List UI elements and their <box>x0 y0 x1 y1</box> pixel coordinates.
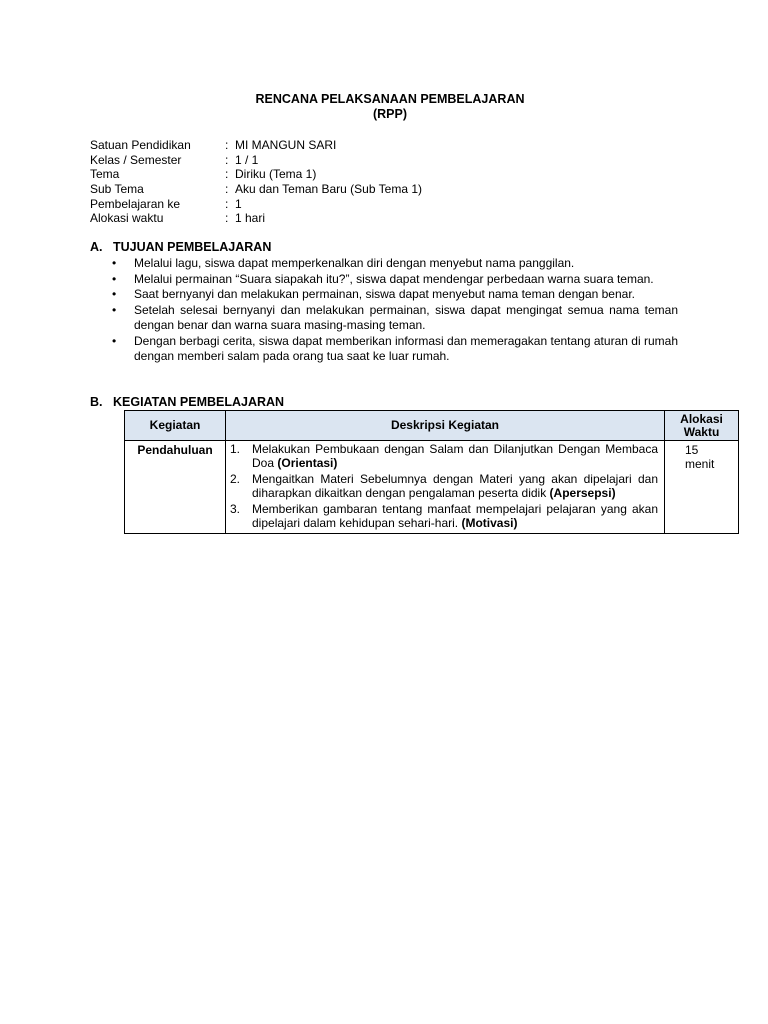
step-tag: (Apersepsi) <box>549 486 616 501</box>
section-heading <box>90 240 678 255</box>
document-title <box>0 92 768 122</box>
identity-colon: : <box>225 152 229 167</box>
header-deskripsi: Deskripsi Kegiatan <box>226 411 665 441</box>
identity-colon: : <box>225 211 229 226</box>
identity-colon: : <box>225 196 229 211</box>
step-text: Memberikan gambaran tentang manfaat mempelajari pelajaran yang akan dipelajari dalam kehidupan sehari-hari. <box>252 502 658 531</box>
section-heading <box>90 395 678 410</box>
activity-table <box>124 410 739 534</box>
step-item <box>230 472 658 501</box>
section-letter: A. <box>90 240 103 254</box>
section-title: KEGIATAN PEMBELAJARAN <box>113 395 285 409</box>
title-line-2: (RPP) <box>372 107 408 121</box>
identity-colon: : <box>225 167 229 182</box>
header-kegiatan: Kegiatan <box>125 411 226 441</box>
identity-row-kelas <box>90 153 690 168</box>
identity-value: Diriku (Tema 1) <box>235 167 317 182</box>
identity-label: Tema <box>90 167 120 182</box>
section-tujuan <box>90 240 678 365</box>
goal-item: • Melalui permainan “Suara siapakah itu?”, siswa dapat mendengar perbedaan warna suara teman. <box>112 272 678 287</box>
header-alokasi-line-2: Waktu <box>683 424 720 439</box>
header-alokasi-line-1: Alokasi <box>680 411 723 426</box>
identity-label: Kelas / Semester <box>90 152 182 167</box>
identity-colon: : <box>225 182 229 197</box>
step-tag: (Motivasi) <box>461 516 518 531</box>
step-text: Melakukan Pembukaan dengan Salam dan Dilanjutkan Dengan Membaca Doa <box>252 442 658 471</box>
identity-value: MI MANGUN SARI <box>235 138 337 152</box>
table-header-row <box>125 411 739 441</box>
identity-value: Aku dan Teman Baru (Sub Tema 1) <box>235 182 422 197</box>
step-number: 3. <box>230 502 241 516</box>
identity-value: 1 hari <box>235 211 266 226</box>
goal-item: • Saat bernyanyi dan melakukan permainan, siswa dapat menyebut nama teman dengan benar. <box>112 287 678 302</box>
step-body <box>252 502 658 531</box>
section-letter: B. <box>90 395 103 409</box>
step-text: Mengaitkan Materi Sebelumnya dengan Materi yang akan dipelajari dan diharapkan dikaitkan dengan pengalaman peserta didik <box>252 472 658 501</box>
allocation-unit: menit <box>685 457 715 471</box>
goal-list <box>90 256 678 364</box>
step-tag: (Orientasi) <box>277 456 338 471</box>
step-number: 2. <box>230 472 241 486</box>
identity-label: Alokasi waktu <box>90 211 164 226</box>
identity-label: Sub Tema <box>90 182 144 197</box>
goal-item: • Dengan berbagi cerita, siswa dapat memberikan informasi dan memeragakan tentang aturan di rumah dengan memberi salam pada orang tua saat ke luar rumah. <box>112 334 678 364</box>
section-title: TUJUAN PEMBELAJARAN <box>113 240 272 254</box>
identity-row-satuan <box>90 138 690 153</box>
identity-value: 1 / 1 <box>235 152 259 167</box>
section-kegiatan <box>90 395 678 410</box>
identity-colon: : <box>225 138 229 152</box>
identity-value: 1 <box>235 196 242 211</box>
identity-row-tema <box>90 167 690 182</box>
identity-block <box>90 138 690 226</box>
allocation-cell <box>665 441 739 534</box>
description-cell <box>226 441 665 534</box>
step-body <box>252 442 658 471</box>
allocation-amount: 15 <box>685 443 699 457</box>
step-body <box>252 472 658 501</box>
identity-label: Satuan Pendidikan <box>90 138 191 152</box>
header-alokasi <box>665 411 739 441</box>
step-list <box>230 442 658 531</box>
step-number: 1. <box>230 442 241 456</box>
identity-row-pembelajaran <box>90 197 690 212</box>
step-item <box>230 442 658 471</box>
goal-item: • Melalui lagu, siswa dapat memperkenalkan diri dengan menyebut nama panggilan. <box>112 256 678 271</box>
identity-label: Pembelajaran ke <box>90 196 181 211</box>
phase-cell: Pendahuluan <box>125 441 226 534</box>
goal-item: • Setelah selesai bernyanyi dan melakukan permainan, siswa dapat mengingat semua nama teman dengan benar dan warna suara masing-masing teman. <box>112 303 678 333</box>
title-line-1: RENCANA PELAKSANAAN PEMBELAJARAN <box>255 92 525 106</box>
step-item <box>230 502 658 531</box>
identity-row-subtema <box>90 182 690 197</box>
table-row <box>125 441 739 534</box>
identity-row-alokasi <box>90 211 690 226</box>
